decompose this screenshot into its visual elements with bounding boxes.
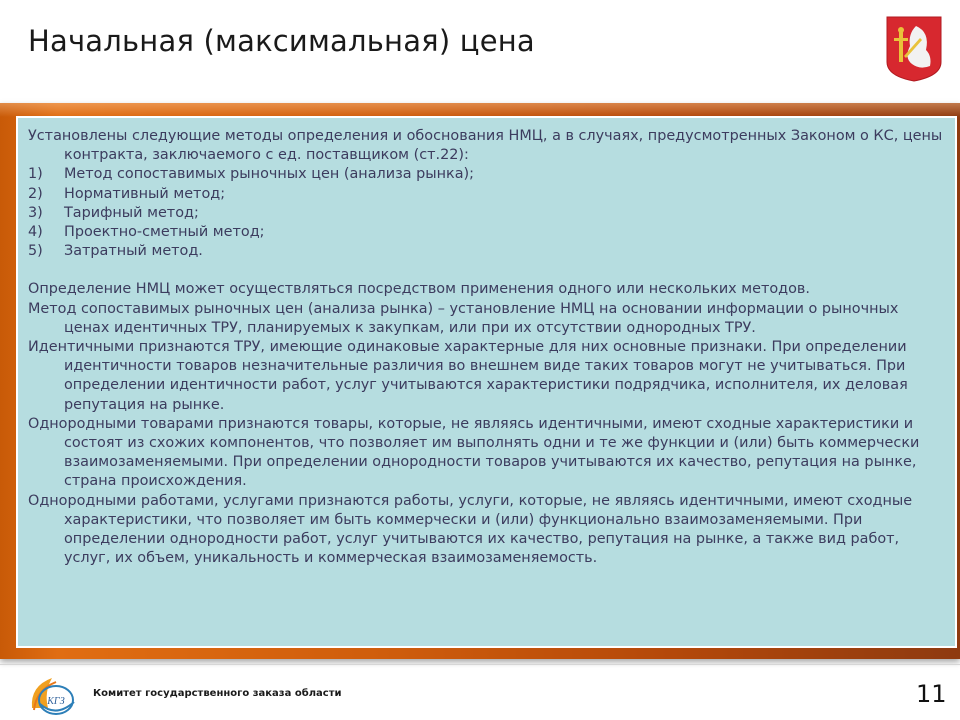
logo-text: КГЗ xyxy=(47,696,65,707)
page-number: 11 xyxy=(916,680,947,708)
coat-of-arms-icon xyxy=(886,16,942,82)
content-panel xyxy=(16,116,957,648)
paragraph-homogeneous-works: Однородными работами, услугами признаются работы, услуги, которые, не являясь идентичными, имеют сходные характеристики, что позволяет им быть коммерчески и (или) функционально взаимозаменяемыми. При определении однородности работ, услуг учитываются их качество, репутация на рынке, а также вид работ, услуг, их объем, уникальность и коммерческая взаимозаменяемость. xyxy=(28,492,913,567)
method-text: Нормативный метод; xyxy=(64,185,226,202)
intro-paragraph: Установлены следующие методы определения и обоснования НМЦ, а в случаях, предусмотренных Законом о КС, цены контракта, заключаемого с ед. поставщиком (ст.22): xyxy=(28,128,943,164)
paragraph-market-method: Метод сопоставимых рыночных цен (анализа рынка) – установление НМЦ на основании информации о рыночных ценах идентичных ТРУ, планируемых к закупкам, или при их отсутствии однородных ТРУ. xyxy=(28,300,899,336)
footer-divider xyxy=(0,664,960,665)
method-item xyxy=(28,223,948,242)
slide-title: Начальная (максимальная) цена xyxy=(28,24,535,58)
band-highlight xyxy=(0,103,960,117)
paragraph-homogeneous-goods: Однородными товарами признаются товары, которые, не являясь идентичными, имеют сходные характеристики и состоят из схожих компонентов, что позволяет им выполнять одни и те же функции и (или) быть коммерчески взаимозаменяемыми. При определении однородности товаров учитываются их качество, репутация на рынке, страна происхождения. xyxy=(28,415,920,490)
footer-organization: Комитет государственного заказа области xyxy=(93,688,342,699)
committee-logo-icon xyxy=(26,668,82,718)
method-text: Проектно-сметный метод; xyxy=(64,224,265,241)
method-text: Тарифный метод; xyxy=(64,204,199,221)
method-item xyxy=(28,185,948,204)
paragraph-identical: Идентичными признаются ТРУ, имеющие одинаковые характерные для них основные признаки. При определении идентичности товаров незначительные различия во внешнем виде таких товаров могут не учитываться. При определении идентичности работ, услуг учитываются характеристики подрядчика, исполнителя, их деловая репутация на рынке. xyxy=(28,339,908,413)
method-text: Метод сопоставимых рыночных цен (анализа рынка); xyxy=(64,166,475,183)
method-number: 5) xyxy=(28,243,43,260)
method-number: 2) xyxy=(28,185,43,202)
method-number: 4) xyxy=(28,224,43,241)
content-text xyxy=(28,127,948,568)
method-number: 1) xyxy=(28,166,43,183)
paragraph-gap xyxy=(28,261,948,280)
method-item xyxy=(28,242,948,261)
method-text: Затратный метод. xyxy=(64,243,203,260)
paragraph-methods-usage: Определение НМЦ может осуществляться посредством применения одного или нескольких методов. xyxy=(28,281,810,298)
method-number: 3) xyxy=(28,204,43,221)
method-item xyxy=(28,204,948,223)
method-item xyxy=(28,165,948,184)
